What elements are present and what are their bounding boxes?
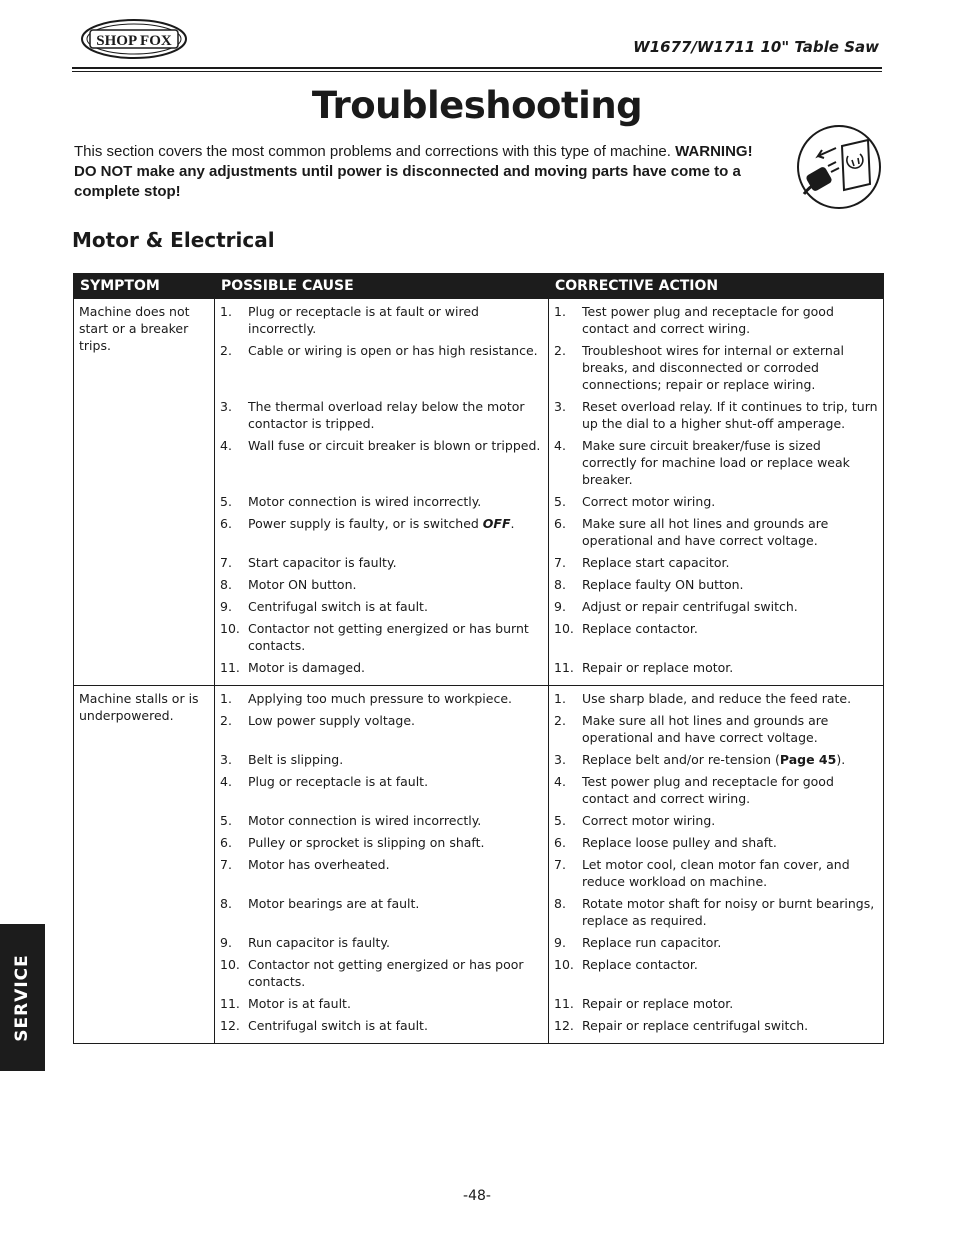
action-text-main: Correct motor wiring. xyxy=(582,494,716,509)
action-number: 11. xyxy=(554,660,574,675)
action-text-main: Reset overload relay. If it continues to trip, turn up the dial to a higher shut-off amperage. xyxy=(582,399,878,431)
action-text xyxy=(582,834,878,856)
action-number: 2. xyxy=(554,343,566,358)
action-text xyxy=(582,956,878,995)
cause-text-main: Centrifugal switch is at fault. xyxy=(248,599,428,614)
action-text-main: Replace contactor. xyxy=(582,621,698,636)
cause-text-main: Start capacitor is faulty. xyxy=(248,555,397,570)
action-number: 1. xyxy=(554,304,566,319)
cause-text-main: Contactor not getting energized or has poor contacts. xyxy=(248,957,524,989)
cause-number: 8. xyxy=(220,577,232,592)
action-item xyxy=(554,834,878,856)
action-number: 8. xyxy=(554,896,566,911)
action-text xyxy=(582,598,878,620)
table-row xyxy=(74,299,884,686)
cause-number: 1. xyxy=(220,691,232,706)
action-number: 1. xyxy=(554,691,566,706)
action-number: 12. xyxy=(554,1018,574,1033)
cause-number: 4. xyxy=(220,438,232,453)
action-number: 2. xyxy=(554,713,566,728)
action-text xyxy=(582,773,878,812)
symptom-cell: Machine stalls or is underpowered. xyxy=(74,686,215,1044)
cause-text xyxy=(248,659,543,681)
cause-text-tail: . xyxy=(510,516,515,531)
action-text xyxy=(582,437,878,493)
cause-item xyxy=(220,437,543,493)
cause-item xyxy=(220,515,543,554)
shop-fox-logo xyxy=(80,18,188,60)
action-text-main: Replace loose pulley and shaft. xyxy=(582,835,777,850)
cause-number: 6. xyxy=(220,516,232,531)
cause-text-main: Run capacitor is faulty. xyxy=(248,935,390,950)
cause-text xyxy=(248,934,543,956)
intro-paragraph xyxy=(74,142,764,202)
action-text xyxy=(582,303,878,342)
cause-item xyxy=(220,620,543,659)
cause-text-main: Contactor not getting energized or has burnt contacts. xyxy=(248,621,529,653)
cause-item xyxy=(220,856,543,895)
cause-text-main: Applying too much pressure to workpiece. xyxy=(248,691,513,706)
cause-number: 6. xyxy=(220,835,232,850)
action-text-main: Repair or replace centrifugal switch. xyxy=(582,1018,809,1033)
action-number: 3. xyxy=(554,399,566,414)
cause-item xyxy=(220,554,543,576)
action-text xyxy=(582,712,878,751)
cause-text-main: Belt is slipping. xyxy=(248,752,344,767)
action-item xyxy=(554,690,878,712)
action-item xyxy=(554,576,878,598)
cause-text-main: Motor connection is wired incorrectly. xyxy=(248,494,482,509)
action-text-main: Make sure circuit breaker/fuse is sized correctly for machine load or replace weak breaker. xyxy=(582,438,850,487)
action-item xyxy=(554,856,878,895)
action-text xyxy=(582,515,878,554)
action-item xyxy=(554,934,878,956)
cause-text-main: Motor is at fault. xyxy=(248,996,351,1011)
intro-warning: WARNING! DO NOT make any adjustments until power is disconnected and moving parts have come to a complete stop! xyxy=(74,143,753,200)
cause-number: 10. xyxy=(220,621,240,636)
cause-text-main: Cable or wiring is open or has high resistance. xyxy=(248,343,538,358)
action-text-tail: ). xyxy=(836,752,846,767)
cause-text-main: Motor connection is wired incorrectly. xyxy=(248,813,482,828)
action-number: 5. xyxy=(554,813,566,828)
cause-number: 11. xyxy=(220,996,240,1011)
cause-number: 10. xyxy=(220,957,240,972)
cause-number: 5. xyxy=(220,494,232,509)
action-text-main: Test power plug and receptacle for good contact and correct wiring. xyxy=(582,774,834,806)
cause-item xyxy=(220,576,543,598)
action-number: 10. xyxy=(554,621,574,636)
action-item xyxy=(554,554,878,576)
action-number: 11. xyxy=(554,996,574,1011)
action-text-main: Correct motor wiring. xyxy=(582,813,716,828)
cause-number: 7. xyxy=(220,857,232,872)
cause-text xyxy=(248,598,543,620)
cause-text-main: Pulley or sprocket is slipping on shaft. xyxy=(248,835,485,850)
action-number: 9. xyxy=(554,599,566,614)
cause-item xyxy=(220,895,543,934)
action-item xyxy=(554,437,878,493)
cause-text-main: Power supply is faulty, or is switched xyxy=(248,516,483,531)
action-item xyxy=(554,342,878,398)
cause-text-main: Motor ON button. xyxy=(248,577,357,592)
cause-item xyxy=(220,995,543,1017)
unplug-warning-icon xyxy=(796,124,882,210)
cause-text xyxy=(248,712,543,751)
action-number: 6. xyxy=(554,835,566,850)
cause-number: 8. xyxy=(220,896,232,911)
cause-item xyxy=(220,690,543,712)
action-cell xyxy=(549,686,884,1044)
action-item xyxy=(554,956,878,995)
action-text xyxy=(582,934,878,956)
cause-text-main: Plug or receptacle is at fault. xyxy=(248,774,429,789)
action-item xyxy=(554,751,878,773)
action-text xyxy=(582,895,878,934)
cause-cell xyxy=(215,686,549,1044)
cause-number: 2. xyxy=(220,713,232,728)
cause-text xyxy=(248,515,543,554)
cause-number: 9. xyxy=(220,599,232,614)
cause-text xyxy=(248,342,543,398)
cause-text xyxy=(248,1017,543,1039)
cause-text-main: Low power supply voltage. xyxy=(248,713,416,728)
action-number: 7. xyxy=(554,857,566,872)
action-text-main: Replace belt and/or re-tension ( xyxy=(582,752,780,767)
cause-item xyxy=(220,1017,543,1039)
cause-item xyxy=(220,956,543,995)
action-text-main: Rotate motor shaft for noisy or burnt bearings, replace as required. xyxy=(582,896,875,928)
header-possible-cause: POSSIBLE CAUSE xyxy=(215,274,549,299)
action-number: 4. xyxy=(554,774,566,789)
table-row xyxy=(74,686,884,1044)
table-header-row xyxy=(74,274,884,299)
cause-text-main: The thermal overload relay below the motor contactor is tripped. xyxy=(248,399,525,431)
cause-text xyxy=(248,554,543,576)
action-text xyxy=(582,856,878,895)
action-text xyxy=(582,751,878,773)
cause-text xyxy=(248,995,543,1017)
action-text-main: Replace contactor. xyxy=(582,957,698,972)
cause-number: 11. xyxy=(220,660,240,675)
action-item xyxy=(554,515,878,554)
action-number: 6. xyxy=(554,516,566,531)
cause-text-main: Motor bearings are at fault. xyxy=(248,896,420,911)
cause-number: 3. xyxy=(220,399,232,414)
action-text-main: Test power plug and receptacle for good contact and correct wiring. xyxy=(582,304,834,336)
action-item xyxy=(554,598,878,620)
troubleshooting-table xyxy=(73,273,884,1044)
action-number: 10. xyxy=(554,957,574,972)
cause-text xyxy=(248,398,543,437)
cause-item xyxy=(220,751,543,773)
cause-text-main: Plug or receptacle is at fault or wired incorrectly. xyxy=(248,304,479,336)
action-item xyxy=(554,659,878,681)
cause-text xyxy=(248,620,543,659)
action-number: 3. xyxy=(554,752,566,767)
action-text-main: Use sharp blade, and reduce the feed rate. xyxy=(582,691,852,706)
cause-item xyxy=(220,493,543,515)
cause-number: 9. xyxy=(220,935,232,950)
action-text xyxy=(582,398,878,437)
action-text xyxy=(582,995,878,1017)
header-rule-thin xyxy=(72,71,882,72)
service-tab-label: SERVICE xyxy=(12,954,32,1042)
cause-item xyxy=(220,812,543,834)
action-item xyxy=(554,895,878,934)
cause-text xyxy=(248,812,543,834)
action-text xyxy=(582,554,878,576)
action-text-main: Make sure all hot lines and grounds are operational and have correct voltage. xyxy=(582,713,829,745)
cause-text xyxy=(248,895,543,934)
symptom-cell: Machine does not start or a breaker trips. xyxy=(74,299,215,686)
action-number: 7. xyxy=(554,555,566,570)
action-text-main: Let motor cool, clean motor fan cover, and reduce workload on machine. xyxy=(582,857,850,889)
action-text xyxy=(582,620,878,659)
cause-text xyxy=(248,751,543,773)
cause-text xyxy=(248,690,543,712)
cause-text xyxy=(248,493,543,515)
action-text xyxy=(582,576,878,598)
action-number: 4. xyxy=(554,438,566,453)
action-item xyxy=(554,303,878,342)
action-text xyxy=(582,812,878,834)
logo-text: SHOP FOX xyxy=(96,33,172,49)
action-text-main: Troubleshoot wires for internal or external breaks, and disconnected or corroded connections; repair or replace wiring. xyxy=(582,343,844,392)
cause-number: 5. xyxy=(220,813,232,828)
page-title: Troubleshooting xyxy=(311,84,643,127)
cause-text xyxy=(248,303,543,342)
cause-text-main: Centrifugal switch is at fault. xyxy=(248,1018,428,1033)
page-reference: Page 45 xyxy=(779,752,837,767)
cause-item xyxy=(220,659,543,681)
cause-number: 7. xyxy=(220,555,232,570)
cause-number: 3. xyxy=(220,752,232,767)
page-number: -48- xyxy=(463,1188,491,1204)
cause-number: 1. xyxy=(220,304,232,319)
cause-text xyxy=(248,856,543,895)
action-item xyxy=(554,620,878,659)
model-title: W1677/W1711 10" Table Saw xyxy=(633,38,879,56)
action-number: 8. xyxy=(554,577,566,592)
action-cell xyxy=(549,299,884,686)
cause-item xyxy=(220,934,543,956)
action-text-main: Replace faulty ON button. xyxy=(582,577,744,592)
action-text-main: Repair or replace motor. xyxy=(582,660,734,675)
cause-item xyxy=(220,712,543,751)
action-text xyxy=(582,493,878,515)
cause-number: 4. xyxy=(220,774,232,789)
action-item xyxy=(554,1017,878,1039)
action-text xyxy=(582,690,878,712)
header-corrective-action: CORRECTIVE ACTION xyxy=(549,274,884,299)
action-item xyxy=(554,995,878,1017)
cause-cell xyxy=(215,299,549,686)
cause-text-main: Wall fuse or circuit breaker is blown or tripped. xyxy=(248,438,541,453)
action-text-main: Repair or replace motor. xyxy=(582,996,734,1011)
cause-number: 12. xyxy=(220,1018,240,1033)
action-text-main: Replace run capacitor. xyxy=(582,935,722,950)
intro-text: This section covers the most common problems and corrections with this type of machine. xyxy=(74,143,676,160)
cause-item xyxy=(220,598,543,620)
action-item xyxy=(554,712,878,751)
cause-item xyxy=(220,342,543,398)
action-item xyxy=(554,773,878,812)
section-heading: Motor & Electrical xyxy=(72,228,275,252)
cause-text-main: Motor has overheated. xyxy=(248,857,390,872)
cause-item xyxy=(220,303,543,342)
action-number: 5. xyxy=(554,494,566,509)
cause-text xyxy=(248,956,543,995)
action-text xyxy=(582,1017,878,1039)
header-symptom: SYMPTOM xyxy=(74,274,215,299)
action-text-main: Adjust or repair centrifugal switch. xyxy=(582,599,798,614)
cause-text xyxy=(248,773,543,812)
header-rule xyxy=(72,67,882,69)
action-text xyxy=(582,342,878,398)
cause-text xyxy=(248,576,543,598)
action-item xyxy=(554,493,878,515)
action-number: 9. xyxy=(554,935,566,950)
action-text xyxy=(582,659,878,681)
cause-number: 2. xyxy=(220,343,232,358)
cause-item xyxy=(220,834,543,856)
action-item xyxy=(554,812,878,834)
cause-emphasis: OFF xyxy=(482,516,511,531)
action-text-main: Replace start capacitor. xyxy=(582,555,730,570)
cause-text xyxy=(248,437,543,493)
cause-text xyxy=(248,834,543,856)
cause-item xyxy=(220,773,543,812)
cause-item xyxy=(220,398,543,437)
action-item xyxy=(554,398,878,437)
action-text-main: Make sure all hot lines and grounds are operational and have correct voltage. xyxy=(582,516,829,548)
cause-text-main: Motor is damaged. xyxy=(248,660,366,675)
